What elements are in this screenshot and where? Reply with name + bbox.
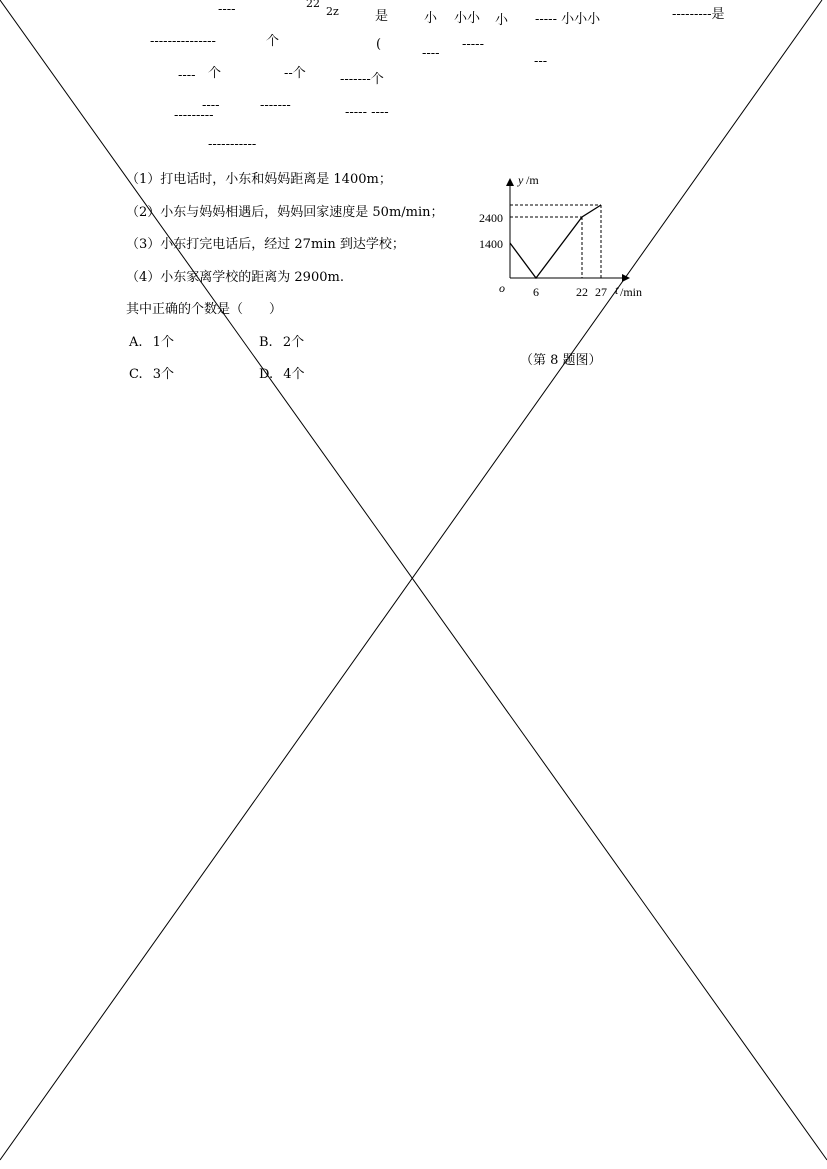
origin-label: o	[499, 281, 505, 295]
option-text: 2个	[282, 335, 305, 350]
option-text: 4个	[283, 367, 305, 382]
fragment-text: ---------	[174, 108, 214, 123]
y-axis-label-var: y	[518, 173, 524, 187]
fragment-text: 个	[266, 34, 280, 49]
x-tick-27: 27	[595, 285, 607, 299]
fragment-text: ----- 小小小	[535, 12, 601, 27]
option-b[interactable]	[259, 334, 304, 352]
x-axis-label-var: t	[615, 283, 619, 297]
option-d[interactable]	[259, 366, 305, 384]
option-letter: B.	[259, 335, 273, 350]
fragment-text: ----	[178, 68, 196, 83]
statement-1: （1）打电话时，小东和妈妈距离是 1400m；	[126, 172, 392, 187]
fragment-text: ----- ----	[345, 105, 389, 120]
fragment-text: ---------------	[150, 34, 216, 49]
fragment-text: 22	[306, 0, 320, 10]
fragment-text: (	[376, 37, 382, 52]
y-tick-1400: 1400	[479, 237, 503, 251]
fragment-text: 小	[495, 13, 509, 28]
fragment-text: -------	[260, 98, 291, 113]
fragment-text: ---	[534, 54, 548, 69]
figure-caption: （第 8 题图）	[520, 353, 602, 368]
fragment-text: -------个	[340, 72, 384, 87]
option-letter: A.	[129, 335, 143, 350]
fragment-text: ----	[422, 46, 440, 61]
option-letter: D.	[259, 367, 274, 382]
fragment-text: 小	[424, 11, 438, 26]
option-text: 1个	[152, 335, 174, 350]
distance-time-graph	[479, 166, 650, 306]
statement-2: （2）小东与妈妈相遇后，妈妈回家速度是 50m/min；	[126, 205, 444, 220]
x-tick-22: 22	[576, 285, 588, 299]
y-axis-arrow	[506, 178, 514, 186]
fragment-text: 2z	[326, 5, 339, 18]
fragment-text: --个	[284, 66, 306, 81]
fragment-text: ----	[202, 98, 220, 113]
x-axis-label-unit: /min	[620, 285, 643, 299]
fragment-text: 个	[208, 66, 222, 81]
option-c[interactable]	[129, 366, 174, 384]
y-axis-label-unit: /m	[526, 173, 539, 187]
fragment-text: ---------是	[672, 7, 725, 22]
y-tick-2400: 2400	[479, 211, 503, 225]
fragment-text: -----------	[208, 137, 257, 152]
series-line	[510, 205, 601, 278]
option-a[interactable]	[129, 334, 174, 352]
fragment-text: ----	[218, 2, 236, 17]
fragment-text: 小小	[454, 11, 481, 26]
fragment-text: -----	[462, 37, 484, 52]
option-text: 3个	[152, 367, 175, 382]
x-axis-arrow	[622, 274, 630, 282]
statement-4: （4）小东家离学校的距离为 2900m.	[126, 270, 344, 285]
option-letter: C.	[129, 367, 143, 382]
question-text: 其中正确的个数是（ ）	[126, 302, 283, 317]
fragment-text: 是	[375, 9, 389, 24]
x-tick-6: 6	[533, 285, 539, 299]
statement-3: （3）小东打完电话后，经过 27min 到达学校；	[126, 237, 405, 252]
